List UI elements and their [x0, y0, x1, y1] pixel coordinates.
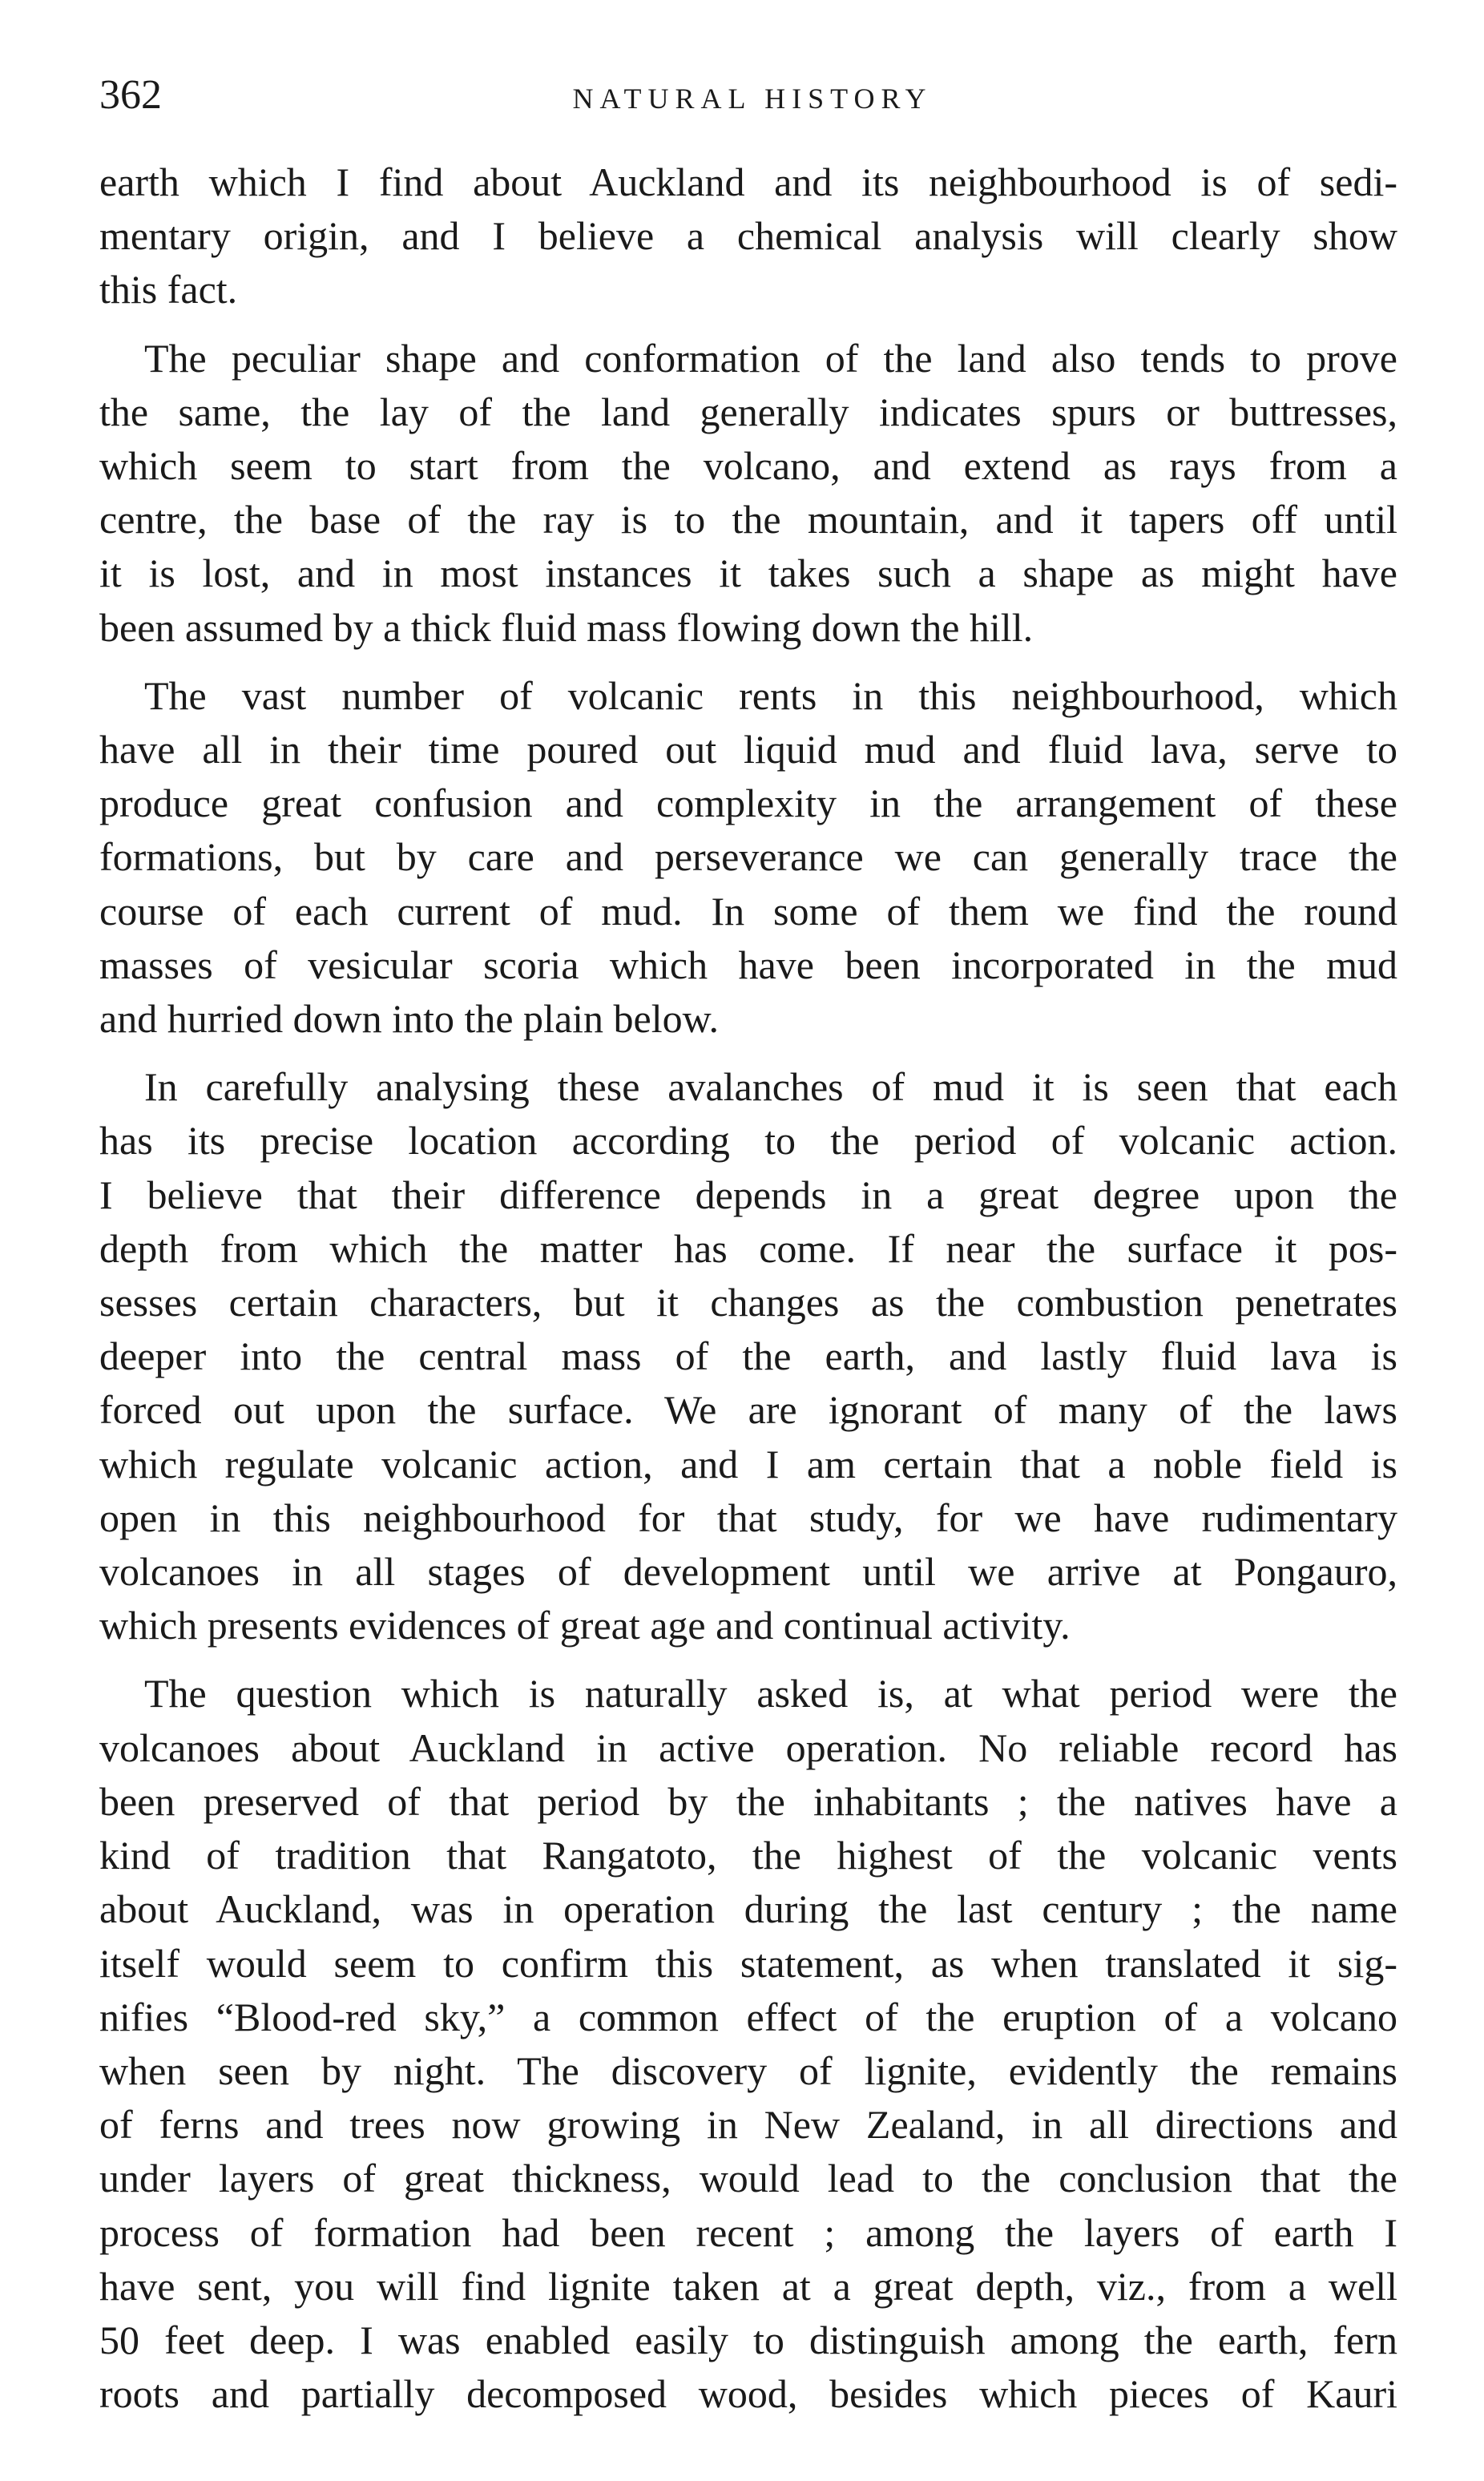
text-line: forced out upon the surface. We are ignorant of many of the laws	[99, 1387, 1397, 1433]
text-line: been assumed by a thick fluid mass flowing down the hill.	[99, 604, 1034, 650]
running-head: NATURAL HISTORY	[572, 83, 933, 115]
text-line: produce great confusion and complexity in the arrangement of these	[99, 781, 1397, 826]
text-line: which presents evidences of great age and continual activity.	[99, 1603, 1071, 1648]
text-line: the same, the lay of the land generally indicates spurs or buttresses,	[99, 389, 1397, 434]
text-line: course of each current of mud. In some of them we find the round	[99, 888, 1397, 934]
text-line: and hurried down into the plain below.	[99, 996, 719, 1042]
text-line: which regulate volcanic action, and I am certain that a noble field is	[99, 1441, 1397, 1487]
paragraph	[99, 1060, 1397, 1652]
text-line: deeper into the central mass of the earth, and lastly fluid lava is	[99, 1333, 1397, 1379]
body-text	[99, 155, 1397, 2435]
text-line: kind of tradition that Rangatoto, the highest of the volcanic vents	[99, 1833, 1397, 1878]
paragraph	[99, 155, 1397, 317]
text-line: The question which is naturally asked is, at what period were the	[144, 1671, 1397, 1717]
text-line: volcanoes in all stages of development until we arrive at Pongauro,	[99, 1549, 1397, 1595]
text-line: about Auckland, was in operation during the last century ; the name	[99, 1886, 1397, 1932]
text-line: which seem to start from the volcano, and extend as rays from a	[99, 443, 1397, 489]
text-line: it is lost, and in most instances it takes such a shape as might have	[99, 551, 1397, 596]
text-line: roots and partially decomposed wood, besides which pieces of Kauri	[99, 2371, 1397, 2417]
text-line: has its precise location according to the period of volcanic action.	[99, 1118, 1397, 1164]
text-line: this fact.	[99, 267, 238, 313]
text-line: mentary origin, and I believe a chemical analysis will clearly show	[99, 213, 1397, 259]
paragraph	[99, 1667, 1397, 2421]
text-line: depth from which the matter has come. If near the surface it pos-	[99, 1225, 1397, 1271]
paragraph	[99, 332, 1397, 655]
page-number: 362	[99, 72, 162, 118]
text-line: sesses certain characters, but it changes as the combustion penetrates	[99, 1280, 1397, 1325]
text-line: formations, but by care and perseverance we can generally trace the	[99, 834, 1397, 880]
text-line: process of formation had been recent ; among the layers of earth I	[99, 2209, 1397, 2255]
text-line: open in this neighbourhood for that study, for we have rudimentary	[99, 1495, 1397, 1540]
text-line: 50 feet deep. I was enabled easily to distinguish among the earth, fern	[99, 2317, 1397, 2362]
text-line: earth which I find about Auckland and its neighbourhood is of sedi-	[99, 159, 1397, 204]
text-line: when seen by night. The discovery of lignite, evidently the remains	[99, 2047, 1397, 2093]
text-line: under layers of great thickness, would lead to the conclusion that the	[99, 2156, 1397, 2201]
text-line: have sent, you will find lignite taken at a great depth, viz., from a well	[99, 2263, 1397, 2309]
text-line: have all in their time poured out liquid mud and fluid lava, serve to	[99, 727, 1397, 773]
text-line: centre, the base of the ray is to the mountain, and it tapers off until	[99, 497, 1397, 543]
text-line: nifies “Blood-red sky,” a common effect of the eruption of a volcano	[99, 1994, 1397, 2039]
text-line: volcanoes about Auckland in active operation. No reliable record has	[99, 1725, 1397, 1770]
text-line: In carefully analysing these avalanches of mud it is seen that each	[144, 1064, 1397, 1110]
page-header	[99, 67, 1405, 123]
text-line: The peculiar shape and conformation of the land also tends to prove	[144, 335, 1397, 381]
text-line: I believe that their difference depends in a great degree upon the	[99, 1172, 1397, 1217]
text-line: been preserved of that period by the inhabitants ; the natives have a	[99, 1778, 1397, 1824]
paragraph	[99, 669, 1397, 1046]
text-line: The vast number of volcanic rents in this neighbourhood, which	[144, 672, 1397, 718]
text-line: itself would seem to confirm this statement, as when translated it sig-	[99, 1940, 1397, 1986]
text-line: of ferns and trees now growing in New Zealand, in all directions and	[99, 2102, 1397, 2148]
text-line: masses of vesicular scoria which have been incorporated in the mud	[99, 942, 1397, 987]
